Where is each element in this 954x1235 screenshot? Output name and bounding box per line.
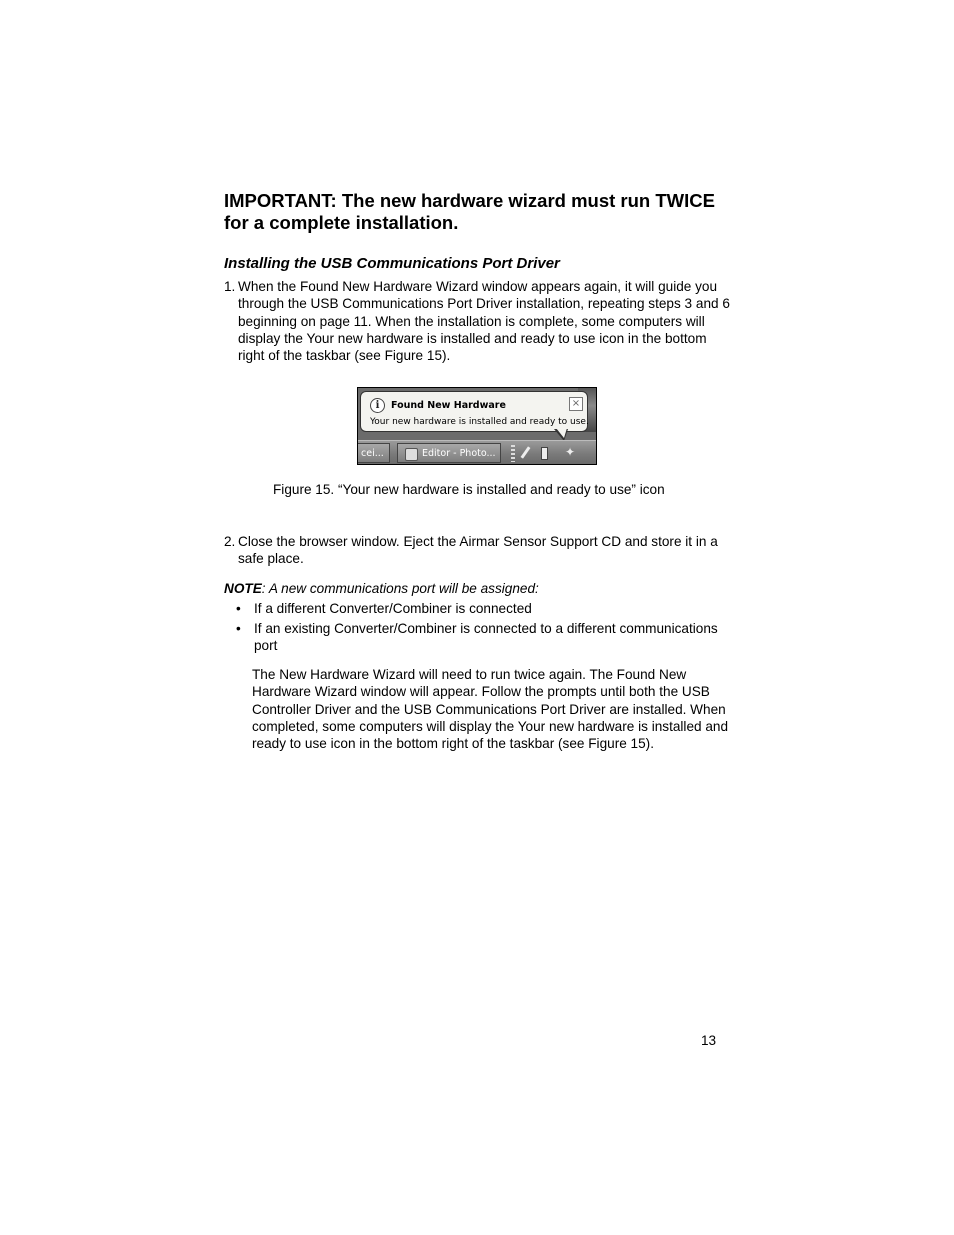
notification-balloon[interactable] [360,391,588,432]
taskbar-button-first[interactable]: cei... [357,443,390,463]
battery-icon[interactable] [541,447,548,460]
figure-15-screenshot [357,387,597,465]
balloon-title: Found New Hardware [391,400,506,411]
taskbar [358,440,597,465]
balloon-message: Your new hardware is installed and ready to use. [370,417,589,427]
close-icon[interactable]: × [569,397,583,411]
taskbar-button-editor-label: Editor - Photo... [422,448,496,459]
step-2-text: Close the browser window. Eject the Airmar Sensor Support CD and store it in a safe place. [238,534,718,567]
step-2-number: 2. [224,534,236,549]
note [224,580,734,598]
step-1-text: When the Found New Hardware Wizard window appears again, it will guide you through the USB Communications Port Driver installation, repeating steps 3 and 6 beginning on page 11. When the installation is complete, some computers will display the Your new hardware is installed and ready to use icon in the bottom right of the taskbar (see Figure 15). [238,279,730,364]
page-number: 13 [701,1033,717,1048]
step-1 [224,278,734,364]
step-2 [224,533,734,568]
section-subheading: Installing the USB Communications Port Driver [224,255,560,272]
safely-remove-hardware-icon[interactable]: ✦ [565,445,576,459]
figure-caption: Figure 15. “Your new hardware is installed and ready to use” icon [273,482,665,497]
editor-icon [405,448,418,461]
list-item: • If a different Converter/Combiner is connected [236,600,736,618]
note-text: : A new communications port will be assigned: [261,581,539,596]
list-item: • If an existing Converter/Combiner is connected to a different communications port [236,620,736,655]
tray-grip-icon [511,445,515,462]
pen-icon[interactable] [521,446,531,458]
body-paragraph: The New Hardware Wizard will need to run twice again. The Found New Hardware Wizard window will appear. Follow the prompts until both the USB Controller Driver and the USB Communications Port Driver are installed. When completed, some computers will display the Your new hardware is installed and ready to use icon in the bottom right of the taskbar (see Figure 15). [252,667,729,752]
balloon-tail-fill [556,428,567,438]
note-label: NOTE [224,581,262,596]
info-icon: i [370,398,385,413]
important-heading: IMPORTANT: The new hardware wizard must run TWICE for a complete installation. [224,190,715,233]
bullet-list [236,600,736,657]
step-1-number: 1. [224,279,236,294]
taskbar-button-editor[interactable] [397,443,501,463]
